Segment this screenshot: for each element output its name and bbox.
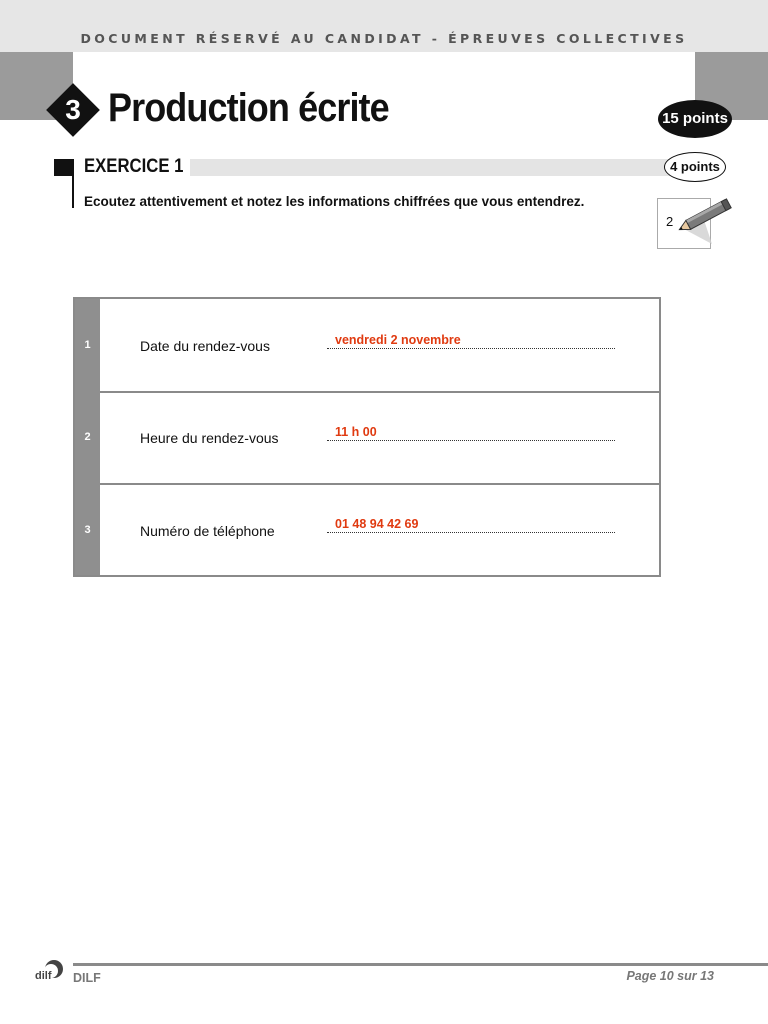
exercise-marker-line — [72, 176, 74, 208]
table-row — [75, 391, 659, 483]
answer-dotted-line — [327, 348, 615, 349]
dilf-logo-icon — [34, 958, 68, 984]
exercise-instruction: Ecoutez attentivement et notez les informations chiffrées que vous entendrez. — [84, 194, 585, 209]
row-label: Heure du rendez-vous — [140, 430, 279, 446]
section-title: Production écrite — [108, 86, 389, 130]
table-row — [75, 299, 659, 391]
row-label: Numéro de téléphone — [140, 523, 275, 539]
table-row — [75, 483, 659, 575]
row-number: 2 — [84, 431, 91, 443]
footer-line — [73, 963, 768, 966]
row-answer[interactable]: vendredi 2 novembre — [335, 333, 461, 347]
section-points-badge: 15 points — [658, 100, 732, 138]
exercise-points-badge: 4 points — [664, 152, 726, 182]
exercise-marker — [54, 159, 74, 176]
answer-dotted-line — [327, 440, 615, 441]
row-answer[interactable]: 01 48 94 42 69 — [335, 517, 419, 531]
answer-table — [73, 297, 661, 577]
pencil-number: 2 — [666, 214, 674, 229]
pencil-icon — [660, 194, 740, 254]
row-number: 1 — [84, 339, 91, 351]
row-number: 3 — [84, 524, 91, 536]
exercise-title-bar — [190, 159, 670, 176]
row-label: Date du rendez-vous — [140, 338, 270, 354]
logo-text: dilf — [35, 970, 52, 982]
header-banner-text: DOCUMENT RÉSERVÉ AU CANDIDAT - ÉPREUVES COLLECTIVES — [80, 31, 688, 46]
row-answer[interactable]: 11 h 00 — [335, 425, 377, 439]
footer-brand: DILF — [73, 971, 101, 985]
section-number: 3 — [65, 94, 81, 125]
answer-dotted-line — [327, 532, 615, 533]
page-number: Page 10 sur 13 — [626, 969, 714, 983]
exercise-title: EXERCICE 1 — [84, 156, 184, 177]
